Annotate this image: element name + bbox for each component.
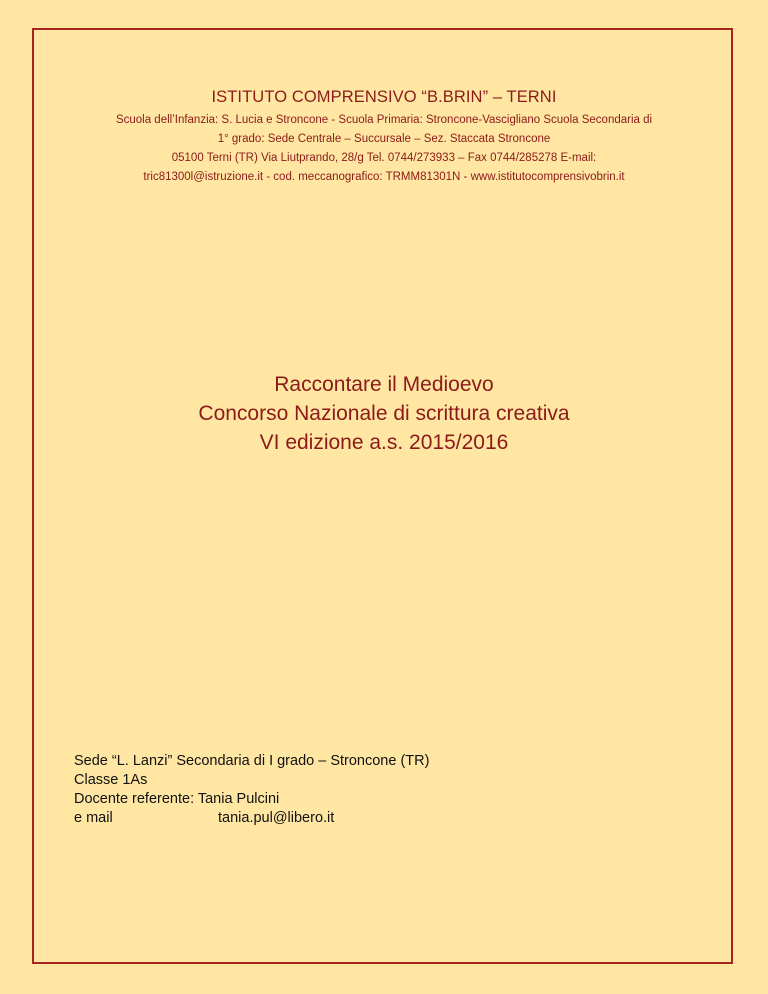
school-name: ISTITUTO COMPRENSIVO “B.BRIN” – TERNI <box>211 88 557 106</box>
email-value: tania.pul@libero.it <box>218 810 335 826</box>
email-line <box>74 809 429 828</box>
school-header <box>0 88 768 187</box>
sede-line: Sede “L. Lanzi” Secondaria di I grado – Stroncone (TR) <box>74 753 430 769</box>
docente-line: Docente referente: Tania Pulcini <box>74 791 280 807</box>
school-info-line-4: tric81300l@istruzione.it - cod. meccanografico: TRMM81301N - www.istitutocomprensivobrin.it <box>143 171 625 183</box>
classe-line: Classe 1As <box>74 772 148 788</box>
title-line-3: VI edizione a.s. 2015/2016 <box>259 431 509 454</box>
school-info-line-1: Scuola dell’Infanzia: S. Lucia e Stroncone - Scuola Primaria: Stroncone-Vascigliano Scuola Secondaria di <box>115 114 653 126</box>
school-info-line-3: 05100 Terni (TR) Via Liutprando, 28/g Tel. 0744/273933 – Fax 0744/285278 E-mail: <box>171 152 597 164</box>
document-title <box>0 370 768 457</box>
school-details <box>74 752 429 828</box>
title-line-2: Concorso Nazionale di scrittura creativa <box>198 402 570 425</box>
school-info-line-2: 1° grado: Sede Centrale – Succursale – Sez. Staccata Stroncone <box>217 133 551 145</box>
title-line-1: Raccontare il Medioevo <box>274 373 494 396</box>
email-label: e mail <box>74 810 113 826</box>
